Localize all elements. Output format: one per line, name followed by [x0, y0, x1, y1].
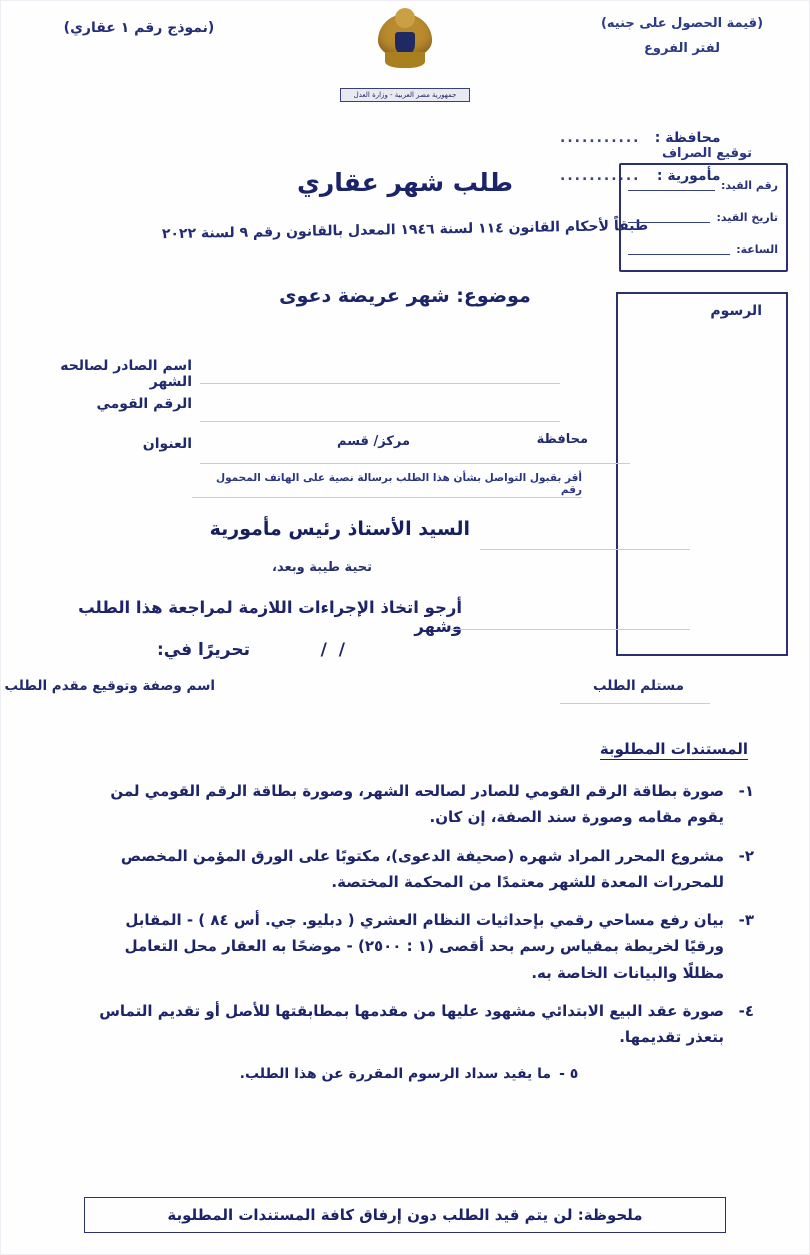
registration-date-row[interactable]	[628, 211, 778, 224]
list-item-number: ٢-	[738, 846, 754, 865]
list-item-number: ١-	[738, 782, 754, 800]
phone-number-line[interactable]	[192, 496, 582, 498]
beneficiary-name-line[interactable]	[200, 382, 560, 384]
list-item	[64, 907, 754, 986]
receiver-label: مستلم الطلب	[592, 678, 684, 694]
registration-dates-box	[619, 163, 788, 272]
law-reference: طبقاً لأحكام القانون ١١٤ لسنة ١٩٤٦ المعدل بالقانون رقم ٩ لسنة ٢٠٢٢	[161, 217, 649, 243]
national-id-label: الرقم القومي	[96, 396, 192, 412]
cashier-signature-label: توقيع الصراف	[661, 146, 752, 161]
receiver-signature-line[interactable]	[560, 702, 710, 704]
documents-list	[64, 778, 754, 1099]
address-center-label: مركز/ قسم	[337, 434, 410, 449]
list-item	[64, 1062, 754, 1087]
page-title: طلب شهر عقاري	[296, 168, 514, 197]
corner-note-left-line-2: لفتر الفروع	[644, 40, 720, 56]
registration-hour-row[interactable]	[628, 243, 778, 256]
list-item-text: مشروع المحرر المراد شهره (صحيفة الدعوى)، مكتوبًا على الورق المؤمن المخصص للمحررات المعدة للشهر معتمدًا من المحكمة المختصة.	[120, 846, 724, 891]
list-item-text: بيان رفع مساحي رقمي بإحداثيات النظام العشري ( دبليو. جي. أس ٨٤ ) - المقابل ورقيًا لخريطة بمقياس رسم بحد أقصى (١ : ٢٥٠٠) - موضحًا به العقار محل التعامل مظللًا والبيانات الخاصة به.	[124, 911, 724, 982]
request-body-line[interactable]	[450, 628, 690, 630]
address-line[interactable]	[200, 462, 630, 464]
addressee-title: السيد الأستاذ رئيس مأمورية	[209, 518, 470, 540]
list-item-text: صورة بطاقة الرقم القومي للصادر لصالحه الشهر، وصورة بطاقة الرقم القومي لمن يقوم مقامه وصورة سند الصفة، إن كان.	[110, 782, 724, 827]
fees-box[interactable]	[616, 292, 788, 656]
address-label: العنوان	[142, 436, 192, 452]
applicant-signature-label: اسم وصفة وتوقيع مقدم الطلب	[4, 678, 215, 694]
greeting-text: تحية طيبة وبعد،	[272, 560, 372, 575]
emblem-caption: جمهورية مصر العربية - وزارة العدل	[340, 88, 470, 102]
national-id-line[interactable]	[200, 420, 560, 422]
list-item-text: صورة عقد البيع الابتدائي مشهود عليها من مقدمها بمطابقتها للأصل أو تقديم التماس بتعذر تقديمها.	[99, 1001, 724, 1046]
corner-note-left-line-1: (قيمة الحصول على جنيه)	[600, 16, 764, 31]
list-item	[64, 778, 754, 831]
registration-number-line[interactable]	[628, 180, 715, 191]
registration-hour-label: الساعة:	[736, 243, 778, 256]
office-value[interactable]: ...........	[560, 168, 641, 184]
fees-label: الرسوم	[706, 303, 766, 319]
list-item-text: ما يفيد سداد الرسوم المقررة عن هذا الطلب.	[239, 1066, 552, 1083]
registration-hour-line[interactable]	[628, 244, 730, 255]
list-item-number: ٤-	[738, 1001, 754, 1020]
documents-section-title: المستندات المطلوبة	[599, 740, 748, 758]
registration-date-label: تاريخ القيد:	[716, 211, 778, 224]
list-item	[64, 998, 754, 1051]
subject-line: موضوع: شهر عريضة دعوى	[279, 285, 531, 307]
governorate-label: محافظة :	[654, 130, 721, 146]
address-governorate-label: محافظة	[536, 432, 588, 447]
list-item	[64, 843, 754, 896]
form-number-note: (نموذج رقم ١ عقاري)	[63, 20, 215, 36]
corner-note-left	[572, 12, 792, 61]
list-item-number: ٥ -	[559, 1066, 579, 1083]
registration-number-row[interactable]	[628, 179, 778, 192]
governorate-value[interactable]: ...........	[560, 130, 641, 146]
list-item-number: ٣-	[738, 911, 754, 929]
footer-note: ملحوظة: لن يتم قيد الطلب دون إرفاق كافة المستندات المطلوبة	[84, 1197, 726, 1233]
beneficiary-name-label: اسم الصادر لصالحه الشهر	[60, 358, 192, 390]
request-body-text: أرجو اتخاذ الإجراءات اللازمة لمراجعة هذا الطلب وشهر	[78, 598, 462, 636]
addressee-line[interactable]	[480, 548, 690, 550]
eagle-tail-shape	[385, 52, 425, 68]
eagle-head-shape	[395, 8, 415, 28]
date-written-label: تحريرًا في:	[156, 640, 250, 660]
date-written-value[interactable]: / /	[320, 640, 348, 660]
governorate-field	[560, 130, 721, 146]
national-emblem	[340, 8, 470, 102]
office-label: مأمورية :	[656, 168, 721, 184]
phone-consent-note: أقر بقبول التواصل بشأن هذا الطلب برسالة نصية على الهاتف المحمول رقم	[215, 472, 582, 496]
registration-number-label: رقم القيد:	[720, 179, 778, 192]
eagle-icon	[373, 8, 437, 86]
registration-date-line[interactable]	[628, 212, 710, 223]
